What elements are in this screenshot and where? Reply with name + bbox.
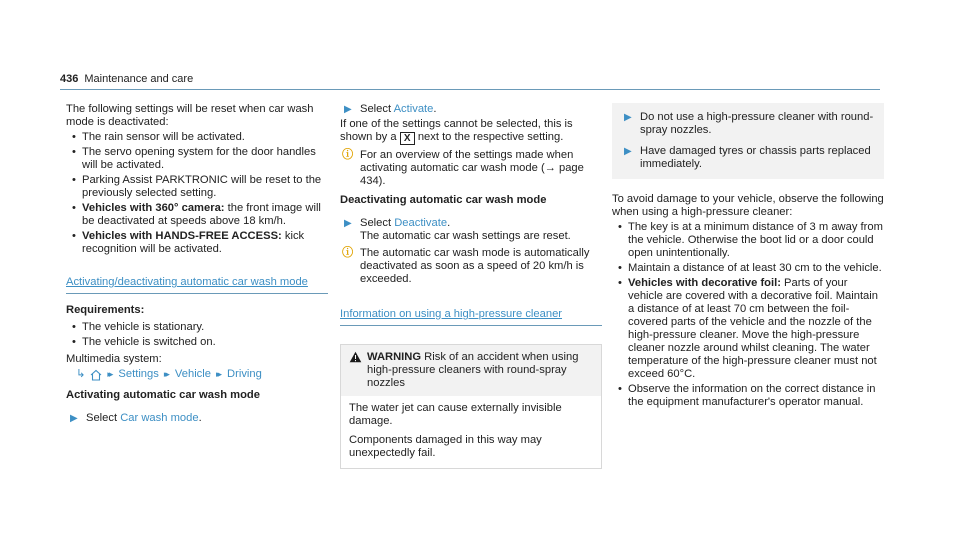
- list-item: [612, 262, 884, 275]
- reset-intro: The following settings will be reset when car wash mode is deactivated:: [66, 103, 314, 128]
- activate-link[interactable]: Activate: [393, 103, 434, 115]
- step-text: Do not use a high-pressure cleaner with round-spray nozzles.: [640, 111, 874, 136]
- item-text: The rain sensor will be activated.: [82, 131, 245, 143]
- multimedia-label: Multimedia system:: [66, 353, 162, 365]
- note-text: The automatic car wash mode is automatically deactivated as soon as a speed of 20 km/h is exceeded.: [360, 247, 590, 285]
- menu-item-vehicle[interactable]: Vehicle: [174, 368, 211, 380]
- step-select-deactivate: [340, 217, 602, 243]
- page-number: 436: [60, 73, 79, 85]
- deactivate-link[interactable]: Deactivate: [394, 217, 448, 229]
- warning-body-line: Components damaged in this way may unexpectedly fail.: [349, 434, 542, 459]
- column-2: [340, 103, 602, 469]
- list-item: • The vehicle is switched on.: [66, 336, 328, 349]
- item-text: Observe the information on the correct distance in the equipment manufacturer's operator manual.: [628, 383, 876, 408]
- section-title-high-pressure[interactable]: Information on using a high-pressure cleaner: [340, 308, 602, 326]
- step-suffix: .: [447, 217, 451, 229]
- high-pressure-list: [612, 221, 884, 409]
- step-suffix: .: [433, 103, 437, 115]
- cannot-select-text: [340, 118, 602, 145]
- step-result: The automatic car wash settings are reset.: [360, 230, 571, 242]
- item-text: Parts of your vehicle are covered with a decorative foil. Maintain a distance of at least 70 cm between the foil-covered parts of the vehicle and the nozzle of the high-pressure cleaner. Move the high-pressure cleaner nozzle around whilst cleaning. The water temperature of the high-pressure cleaner must not exceed 60°C.: [628, 277, 878, 380]
- note-auto-deactivate: [340, 247, 602, 286]
- requirements-list: [66, 321, 328, 349]
- list-item: [612, 277, 884, 381]
- requirements-label: Requirements:: [66, 304, 145, 316]
- page-header: [60, 73, 193, 86]
- warning-icon: [349, 351, 362, 363]
- cannot-select-part-a: If one of the settings cannot be selected, this is shown by a: [340, 118, 573, 143]
- chevron-right-icon: ▸▸: [215, 369, 220, 379]
- menu-item-settings[interactable]: Settings: [118, 368, 159, 380]
- list-item: [66, 174, 328, 200]
- step-text: Have damaged tyres or chassis parts replaced immediately.: [640, 145, 871, 170]
- reset-list: [66, 131, 328, 256]
- warning-text: Risk of an accident when using high-pressure cleaners with round-spray nozzles: [367, 351, 579, 389]
- step-text: Select: [360, 103, 394, 115]
- item-bold: Vehicles with HANDS-FREE ACCESS:: [82, 230, 282, 242]
- header-divider: [60, 89, 880, 90]
- cannot-select-part-b: next to the respective setting.: [417, 131, 564, 143]
- note-overview: [340, 149, 602, 188]
- item-text: Maintain a distance of at least 30 cm to the vehicle.: [628, 262, 882, 274]
- info-icon: ⓘ: [342, 247, 354, 259]
- chapter-title: Maintenance and care: [84, 73, 194, 85]
- list-item: [66, 146, 328, 172]
- deactivating-heading: Deactivating automatic car wash mode: [340, 194, 547, 206]
- step-select-activate: [340, 103, 602, 116]
- warning-box-continued: [612, 103, 884, 179]
- cross-icon: X: [400, 132, 415, 145]
- warning-header: [341, 345, 601, 396]
- column-1: [66, 103, 328, 427]
- step-text: Select: [86, 412, 121, 424]
- list-item: [66, 230, 328, 256]
- section-title-car-wash[interactable]: Activating/deactivating automatic car wash mode: [66, 276, 328, 294]
- list-item: [66, 202, 328, 228]
- item-text: kick recognition will be activated.: [82, 230, 305, 255]
- list-item: [66, 131, 328, 144]
- step-arrow-icon: ▶: [624, 112, 632, 123]
- warning-body: [341, 396, 601, 468]
- menu-item-driving[interactable]: Driving: [227, 368, 262, 380]
- step-suffix: .: [198, 412, 202, 424]
- note-text: For an overview of the settings made when activating automatic car wash mode (→ page 434).: [360, 149, 584, 187]
- step-text: Select: [360, 217, 395, 229]
- menu-path: [76, 368, 328, 381]
- high-pressure-intro: To avoid damage to your vehicle, observe the following when using a high-pressure cleaner:: [612, 193, 884, 218]
- item-text: The servo opening system for the door handles will be activated.: [82, 146, 316, 171]
- item-text: Parking Assist PARKTRONIC will be reset to the previously selected setting.: [82, 174, 322, 199]
- list-item: • The vehicle is stationary.: [66, 321, 328, 334]
- step-arrow-icon: ▶: [344, 218, 352, 229]
- box-step: [620, 111, 876, 137]
- box-step: [620, 145, 876, 171]
- step-arrow-icon: ▶: [70, 413, 78, 424]
- warning-body-line: The water jet can cause externally invisible damage.: [349, 402, 562, 427]
- step-arrow-icon: ▶: [624, 146, 632, 157]
- list-item: [612, 221, 884, 260]
- warning-label: WARNING: [367, 351, 422, 363]
- step-select-car-wash-mode: [66, 412, 328, 425]
- item-text: The key is at a minimum distance of 3 m away from the vehicle. Otherwise the boot lid or a door could open unintentionally.: [628, 221, 883, 259]
- chevron-right-icon: ▸▸: [107, 369, 111, 379]
- activating-heading: Activating automatic car wash mode: [66, 389, 260, 401]
- list-item: [612, 383, 884, 409]
- item-bold: Vehicles with decorative foil:: [628, 277, 781, 289]
- menu-path-hook-icon: ↳: [76, 368, 86, 380]
- home-icon[interactable]: [90, 369, 102, 381]
- column-3: [612, 103, 884, 413]
- item-bold: Vehicles with 360° camera:: [82, 202, 225, 214]
- step-arrow-icon: ▶: [344, 104, 352, 115]
- car-wash-mode-link[interactable]: Car wash mode: [120, 412, 199, 424]
- item-text: the front image will be deactivated at speeds above 18 km/h.: [82, 202, 321, 227]
- chevron-right-icon: ▸▸: [163, 369, 167, 379]
- info-icon: ⓘ: [342, 149, 354, 161]
- warning-box: [340, 344, 602, 469]
